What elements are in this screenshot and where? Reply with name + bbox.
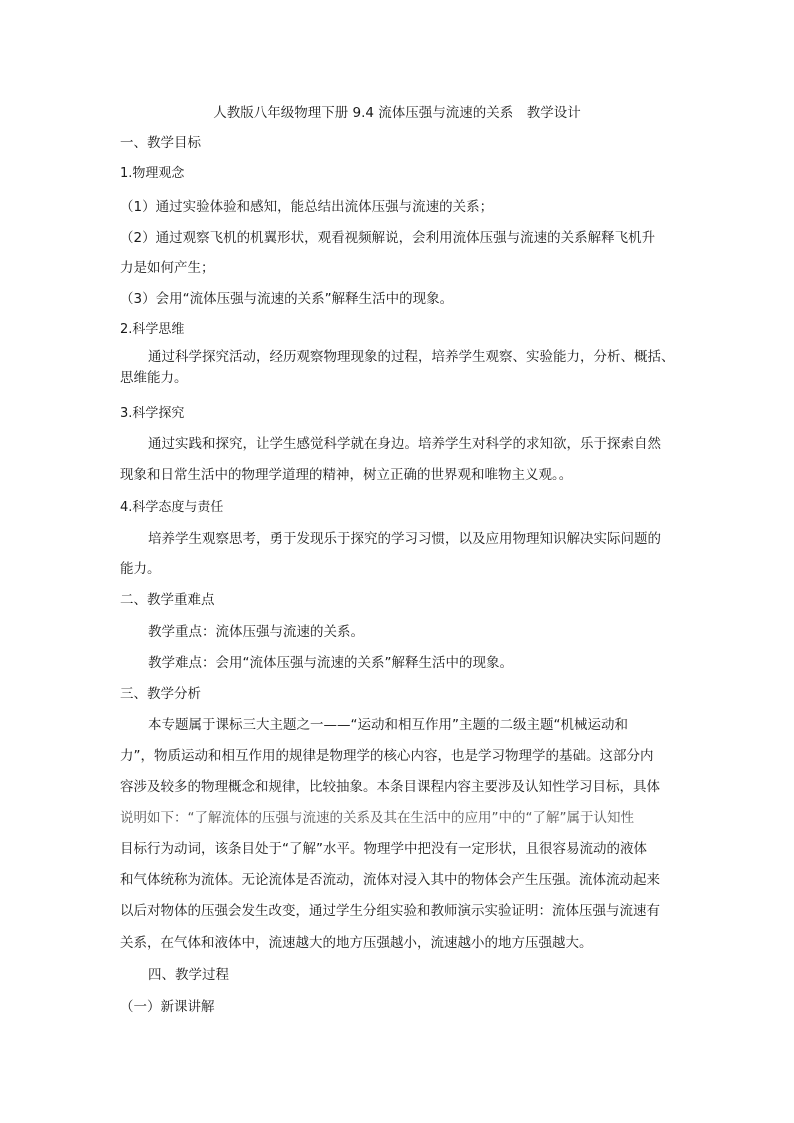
analysis-line-5: 目标行为动词，该条目处于“了解”水平。物理学中把没有一定形状，且很容易流动的液体	[120, 841, 647, 857]
section-heading-analysis: 三、教学分析	[120, 686, 201, 702]
subheading-physics-concept: 1.物理观念	[120, 166, 185, 181]
key-point: 教学重点：流体压强与流速的关系。	[148, 624, 364, 640]
subheading-attitude-responsibility: 4.科学态度与责任	[120, 500, 224, 515]
inquiry-line-2: 现象和日常生活中的物理学道理的精神，树立正确的世界观和唯物主义观。。	[120, 467, 573, 483]
section-heading-process: 四、教学过程	[148, 967, 229, 983]
subheading-scientific-inquiry: 3.科学探究	[120, 406, 185, 421]
analysis-line-3: 容涉及较多的物理概念和规律，比较抽象。本条目课程内容主要涉及认知性学习目标，具体	[120, 779, 660, 795]
thinking-line-2: 思维能力。	[120, 370, 188, 386]
section-heading-objectives: 一、教学目标	[120, 135, 201, 151]
section-heading-key-points: 二、教学重难点	[120, 592, 215, 608]
analysis-line-7: 以后对物体的压强会发生改变，通过学生分组实验和教师演示实验证明：流体压强与流速有	[120, 903, 660, 919]
objective-item-2-line2: 力是如何产生；	[120, 260, 215, 276]
inquiry-line-1: 通过实践和探究，让学生感觉科学就在身边。培养学生对科学的求知欲，乐于探索自然	[148, 436, 661, 452]
analysis-line-2: 力”，物质运动和相互作用的规律是物理学的核心内容，也是学习物理学的基础。这部分内	[120, 748, 654, 764]
analysis-line-1: 本专题属于课标三大主题之一——“运动和相互作用”主题的二级主题“机械运动和	[148, 717, 628, 733]
objective-item-1: （1）通过实验体验和感知，能总结出流体压强与流速的关系；	[120, 199, 494, 215]
difficult-point: 教学难点：会用“流体压强与流速的关系”解释生活中的现象。	[148, 655, 513, 671]
attitude-line-1: 培养学生观察思考，勇于发现乐于探究的学习习惯，以及应用物理知识解决实际问题的	[148, 531, 661, 547]
objective-item-3: （3）会用“流体压强与流速的关系”解释生活中的现象。	[120, 291, 454, 307]
subheading-scientific-thinking: 2.科学思维	[120, 322, 185, 337]
analysis-line-8: 关系，在气体和液体中，流速越大的地方压强越小，流速越小的地方压强越大。	[120, 935, 593, 951]
subheading-new-lesson: （一）新课讲解	[120, 999, 215, 1015]
analysis-line-6: 和气体统称为流体。无论流体是否流动，流体对浸入其中的物体会产生压强。流体流动起来	[120, 872, 660, 888]
attitude-line-2: 能力。	[120, 561, 161, 577]
objective-item-2-line1: （2）通过观察飞机的机翼形状，观看视频解说，会利用流体压强与流速的关系解释飞机升	[120, 230, 656, 246]
thinking-line-1: 通过科学探究活动，经历观察物理现象的过程，培养学生观察、实验能力，分析、概括、	[148, 349, 675, 365]
analysis-line-4: 说明如下：“了解流体的压强与流速的关系及其在生活中的应用”中的“了解”属于认知性	[120, 810, 634, 826]
document-title: 人教版八年级物理下册 9.4 流体压强与流速的关系 教学设计	[213, 105, 581, 121]
